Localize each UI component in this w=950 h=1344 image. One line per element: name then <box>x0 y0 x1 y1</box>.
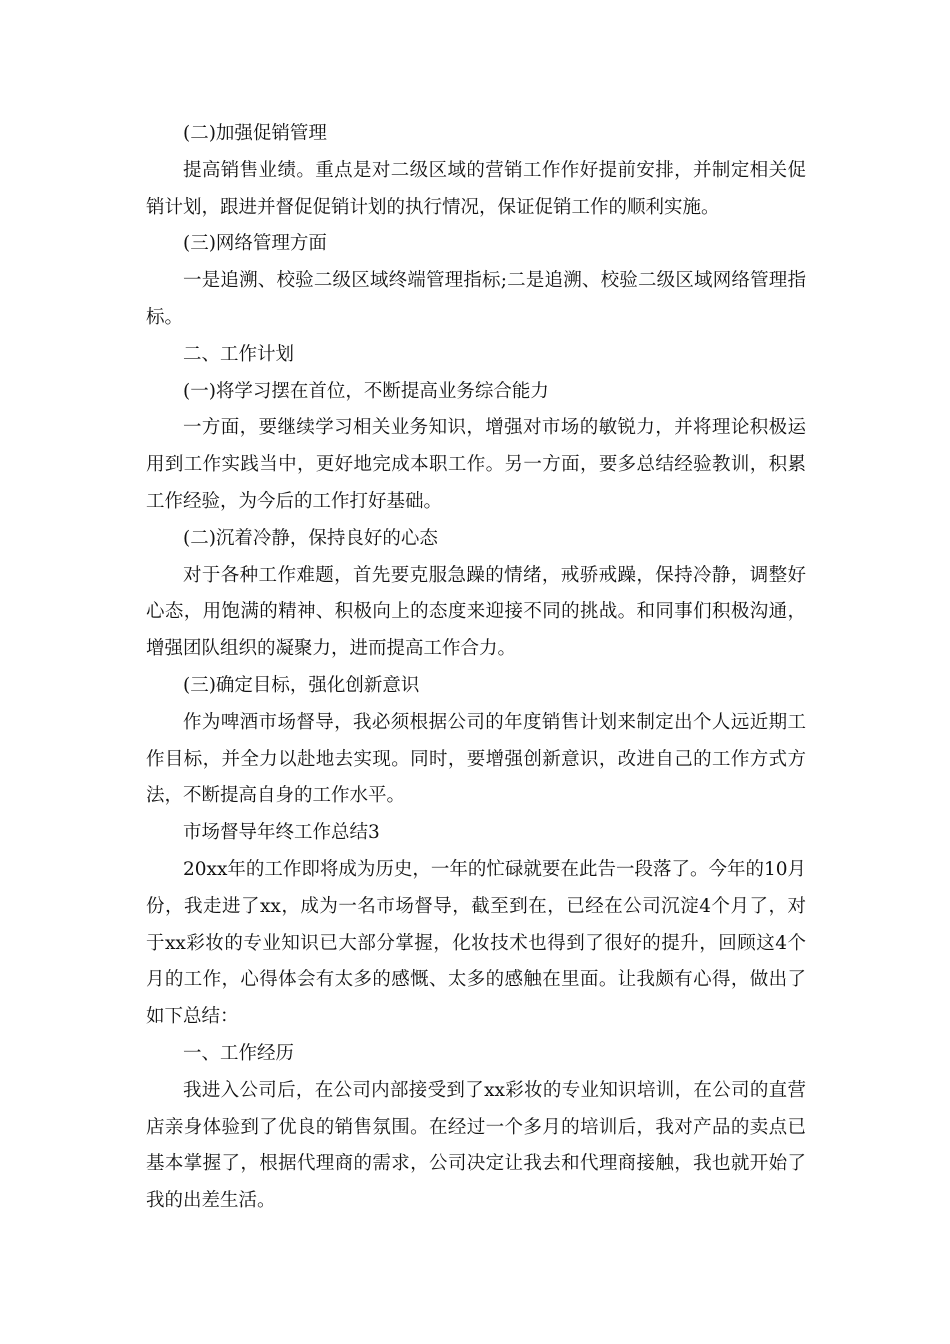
paragraph: 一是追溯、校验二级区域终端管理指标;二是追溯、校验二级区域网络管理指标。 <box>146 270 806 328</box>
section-heading: (三)确定目标，强化创新意识 <box>183 674 420 696</box>
paragraph: 20xx年的工作即将成为历史，一年的忙碌就要在此告一段落了。今年的10月份，我走进了xx，成为一名市场督导，截至到在，已经在公司沉淀4个月了，对于xx彩妆的专业知识已大部分掌握，化妆技术也得到了很好的提升，回顾这4个月的工作，心得体会有太多的感慨、太多的感触在里面。让我颇有心得，做出了如下总结： <box>146 858 806 1028</box>
article-title: 市场督导年终工作总结3 <box>183 822 380 844</box>
paragraph: 对于各种工作难题，首先要克服急躁的情绪，戒骄戒躁，保持冷静，调整好心态，用饱满的精神、积极向上的态度来迎接不同的挑战。和同事们积极沟通，增强团队组织的凝聚力，进而提高工作合力。 <box>146 564 806 660</box>
section-heading: (二)沉着冷静，保持良好的心态 <box>183 527 438 549</box>
paragraph: 一方面，要继续学习相关业务知识，增强对市场的敏锐力，并将理论积极运用到工作实践当中，更好地完成本职工作。另一方面，要多总结经验教训，积累工作经验，为今后的工作打好基础。 <box>146 417 806 512</box>
paragraph: 作为啤酒市场督导，我必须根据公司的年度销售计划来制定出个人远近期工作目标，并全力以赴地去实现。同时，要增强创新意识，改进自己的工作方式方法，不断提高自身的工作水平。 <box>146 711 806 807</box>
section-heading: (二)加强促销管理 <box>183 123 327 144</box>
paragraph: 我进入公司后，在公司内部接受到了xx彩妆的专业知识培训，在公司的直营店亲身体验到了优良的销售氛围。在经过一个多月的培训后，我对产品的卖点已基本掌握了，根据代理商的需求，公司决定让我去和代理商接触，我也就开始了我的出差生活。 <box>146 1079 806 1212</box>
section-heading: (一)将学习摆在首位，不断提高业务综合能力 <box>183 380 549 402</box>
section-heading: (三)网络管理方面 <box>183 233 327 255</box>
section-heading: 二、工作计划 <box>183 343 295 365</box>
document-page <box>146 116 806 1220</box>
paragraph: 提高销售业绩。重点是对二级区域的营销工作作好提前安排，并制定相关促销计划，跟进并督促促销计划的执行情况，保证促销工作的顺利实施。 <box>146 159 806 218</box>
section-heading: 一、工作经历 <box>183 1042 295 1064</box>
